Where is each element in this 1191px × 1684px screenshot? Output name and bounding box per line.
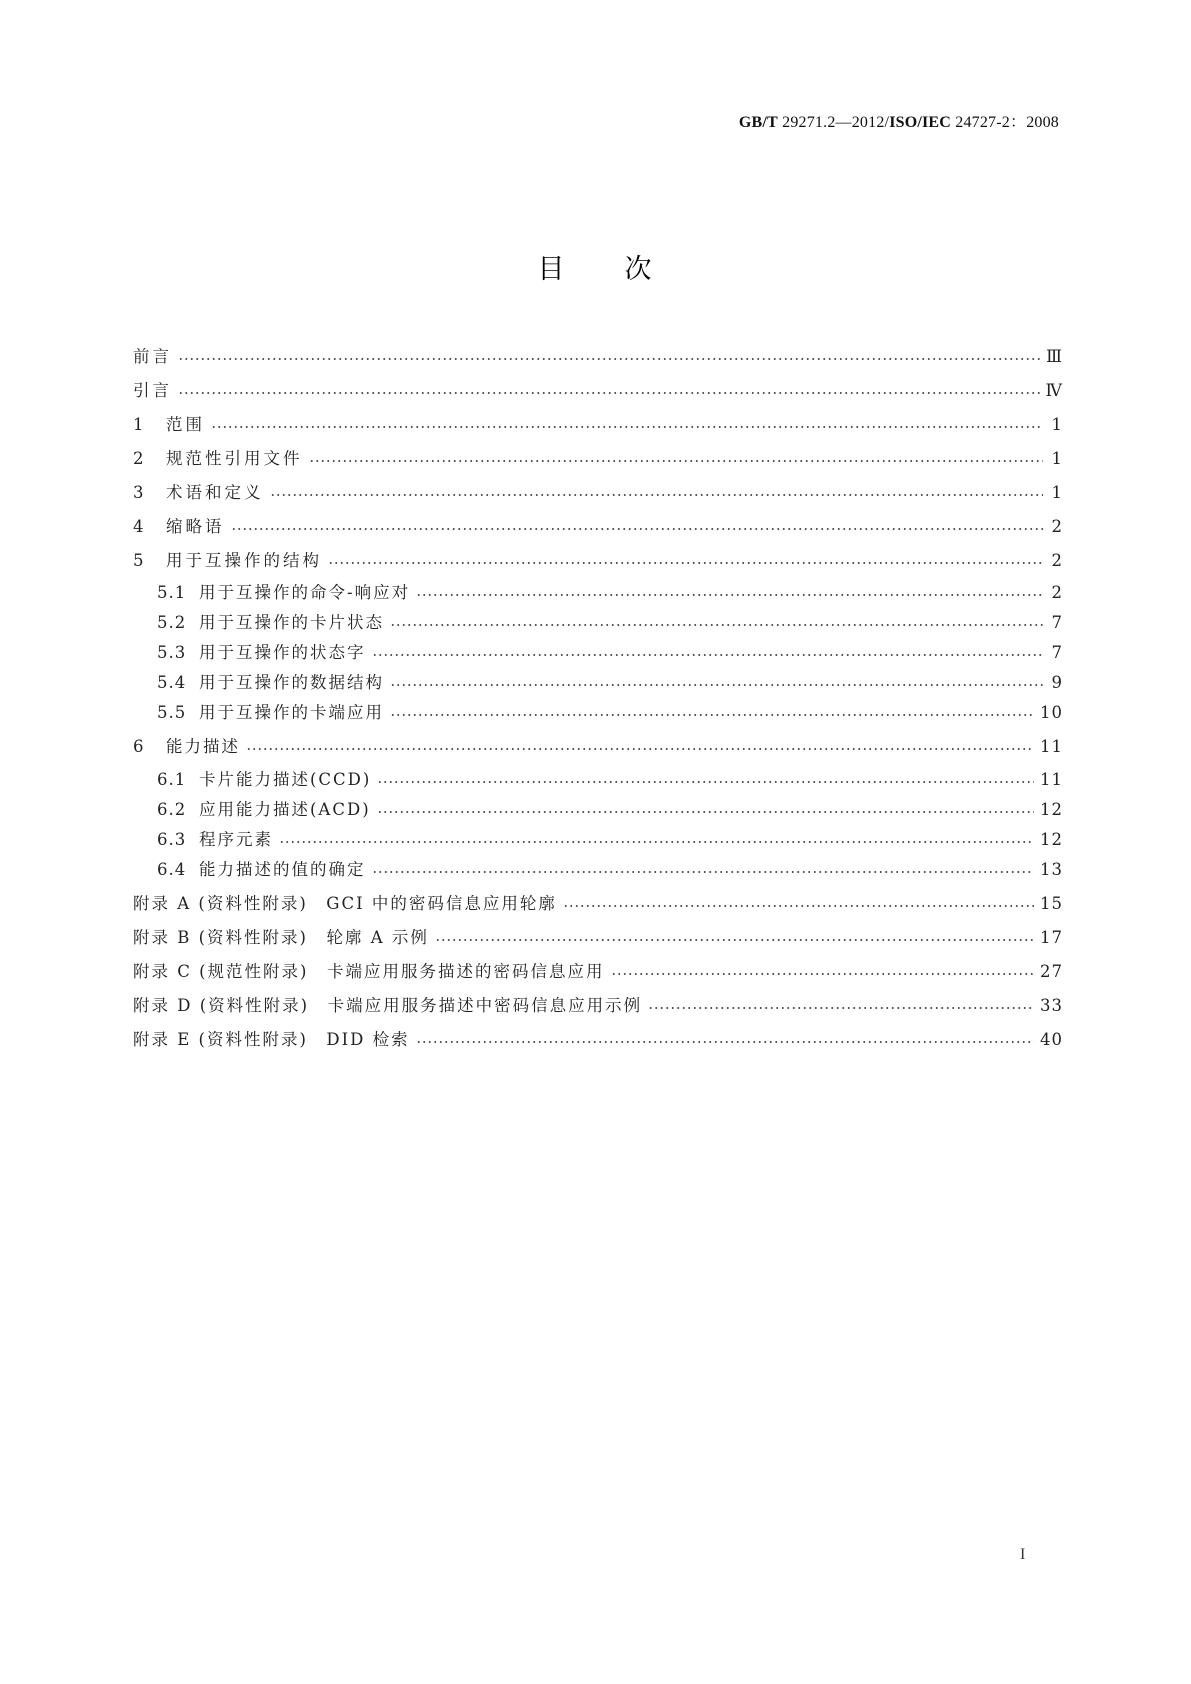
toc-entry-page: 12 (1040, 830, 1063, 849)
dot-leader (377, 771, 1034, 787)
toc-entry-label: 缩略语 (166, 517, 225, 536)
toc-entry-6-4[interactable] (157, 856, 1063, 880)
toc-entry-annex-b[interactable] (133, 924, 1063, 948)
dot-leader (416, 584, 1043, 600)
toc-entry-number: 5.2 (157, 613, 187, 632)
toc-entry-label: 规范性引用文件 (166, 449, 303, 468)
dot-leader (246, 738, 1034, 754)
toc-entry-label: 附录 C (规范性附录) 卡端应用服务描述的密码信息应用 (133, 962, 605, 981)
toc-entry-page: 2 (1051, 551, 1063, 570)
toc-entry-page: Ⅳ (1045, 381, 1063, 400)
toc-entry-page: 10 (1040, 703, 1063, 722)
toc-entry-number: 5.5 (157, 703, 187, 722)
page-title-char-2: 次 (624, 254, 654, 285)
page-title (0, 247, 1191, 286)
standard-code-iso: ISO/IEC (889, 114, 952, 131)
toc-entry-5-4[interactable] (157, 669, 1063, 693)
toc-entry-annex-d[interactable] (133, 992, 1063, 1016)
dot-leader (611, 963, 1035, 979)
toc-entry-2[interactable] (133, 445, 1063, 469)
toc-entry-introduction[interactable] (133, 377, 1063, 401)
toc-entry-label: 前言 (133, 347, 172, 366)
dot-leader (211, 416, 1043, 432)
toc-entry-label: 术语和定义 (166, 483, 264, 502)
dot-leader (231, 518, 1044, 534)
toc-entry-label: 能力描述的值的确定 (199, 860, 366, 879)
toc-entry-number: 6.1 (157, 770, 187, 789)
toc-entry-number: 5 (133, 551, 145, 570)
toc-entry-page: 1 (1051, 415, 1063, 434)
standard-code-header (739, 109, 1059, 132)
toc-entry-5-1[interactable] (157, 579, 1063, 603)
toc-entry-number: 6 (133, 737, 145, 756)
toc-entry-label: 用于互操作的结构 (166, 551, 322, 570)
standard-code-iso-number: 24727-2：2008 (951, 114, 1059, 131)
toc-entry-page: 7 (1051, 643, 1063, 662)
page-number: I (1020, 1546, 1026, 1563)
toc-entry-annex-a[interactable] (133, 890, 1063, 914)
dot-leader (309, 450, 1044, 466)
dot-leader (390, 704, 1034, 720)
toc-entry-label: 附录 E (资料性附录) DID 检索 (133, 1030, 410, 1049)
toc-entry-5[interactable] (133, 547, 1063, 571)
dot-leader (328, 552, 1043, 568)
toc-entry-6[interactable] (133, 733, 1063, 757)
toc-entry-label: 程序元素 (199, 830, 273, 849)
toc-entry-page: 1 (1051, 483, 1063, 502)
toc-entry-page: 9 (1051, 673, 1063, 692)
toc-entry-number: 2 (133, 449, 145, 468)
toc-entry-page: 11 (1040, 770, 1063, 789)
toc-entry-page: 2 (1051, 517, 1063, 536)
toc-entry-number: 6.2 (157, 800, 187, 819)
toc-entry-number: 5.1 (157, 583, 187, 602)
toc-entry-annex-e[interactable] (133, 1026, 1063, 1050)
toc-entry-page: 7 (1051, 613, 1063, 632)
toc-entry-page: Ⅲ (1046, 347, 1063, 366)
toc-entry-number: 6.3 (157, 830, 187, 849)
dot-leader (377, 801, 1034, 817)
toc-entry-number: 5.4 (157, 673, 187, 692)
toc-entry-label: 用于互操作的状态字 (199, 643, 366, 662)
toc-entry-page: 27 (1040, 962, 1063, 981)
dot-leader (435, 929, 1034, 945)
toc-entry-5-2[interactable] (157, 609, 1063, 633)
toc-entry-4[interactable] (133, 513, 1063, 537)
toc-entry-page: 1 (1051, 449, 1063, 468)
toc-entry-label: 引言 (133, 381, 172, 400)
toc-entry-page: 15 (1040, 894, 1063, 913)
toc-entry-3[interactable] (133, 479, 1063, 503)
dot-leader (178, 382, 1040, 398)
dot-leader (563, 895, 1034, 911)
toc-entry-5-5[interactable] (157, 699, 1063, 723)
toc-entry-page: 33 (1040, 996, 1063, 1015)
toc-entry-label: 用于互操作的卡端应用 (199, 703, 384, 722)
toc-entry-label: 应用能力描述(ACD) (199, 800, 371, 819)
toc-entry-label: 用于互操作的数据结构 (199, 673, 384, 692)
toc-entry-annex-c[interactable] (133, 958, 1063, 982)
dot-leader (279, 831, 1034, 847)
toc-entry-foreword[interactable] (133, 343, 1063, 367)
dot-leader (372, 644, 1044, 660)
toc-entry-page: 2 (1051, 583, 1063, 602)
toc-entry-number: 1 (133, 415, 145, 434)
toc-entry-page: 40 (1040, 1030, 1063, 1049)
dot-leader (178, 348, 1040, 364)
toc-entry-label: 范围 (166, 415, 205, 434)
standard-code-gbt: GB/T (738, 114, 778, 131)
toc-entry-6-3[interactable] (157, 826, 1063, 850)
toc-entry-5-3[interactable] (157, 639, 1063, 663)
dot-leader (416, 1031, 1034, 1047)
dot-leader (390, 614, 1043, 630)
toc-entry-page: 12 (1040, 800, 1063, 819)
dot-leader (390, 674, 1043, 690)
toc-entry-label: 用于互操作的命令-响应对 (199, 583, 411, 602)
toc-entry-number: 3 (133, 483, 145, 502)
toc-entry-6-2[interactable] (157, 796, 1063, 820)
page-title-char-1: 目 (537, 254, 567, 285)
toc-entry-6-1[interactable] (157, 766, 1063, 790)
dot-leader (372, 861, 1035, 877)
toc-entry-page: 13 (1040, 860, 1063, 879)
toc-entry-label: 卡片能力描述(CCD) (199, 770, 372, 789)
toc-entry-number: 6.4 (157, 860, 187, 879)
toc-entry-number: 5.3 (157, 643, 187, 662)
standard-code-number: 29271.2—2012/ (777, 114, 890, 131)
toc-entry-label: 附录 D (资料性附录) 卡端应用服务描述中密码信息应用示例 (133, 996, 643, 1015)
dot-leader (648, 997, 1034, 1013)
toc-entry-page: 17 (1040, 928, 1063, 947)
toc-entry-number: 4 (133, 517, 145, 536)
toc-entry-label: 能力描述 (166, 737, 240, 756)
toc-entry-label: 用于互操作的卡片状态 (199, 613, 384, 632)
dot-leader (270, 484, 1044, 500)
toc-entry-1[interactable] (133, 411, 1063, 435)
toc-entry-label: 附录 B (资料性附录) 轮廓 A 示例 (133, 928, 429, 947)
toc-entry-page: 11 (1040, 737, 1063, 756)
toc-entry-label: 附录 A (资料性附录) GCI 中的密码信息应用轮廓 (133, 894, 557, 913)
